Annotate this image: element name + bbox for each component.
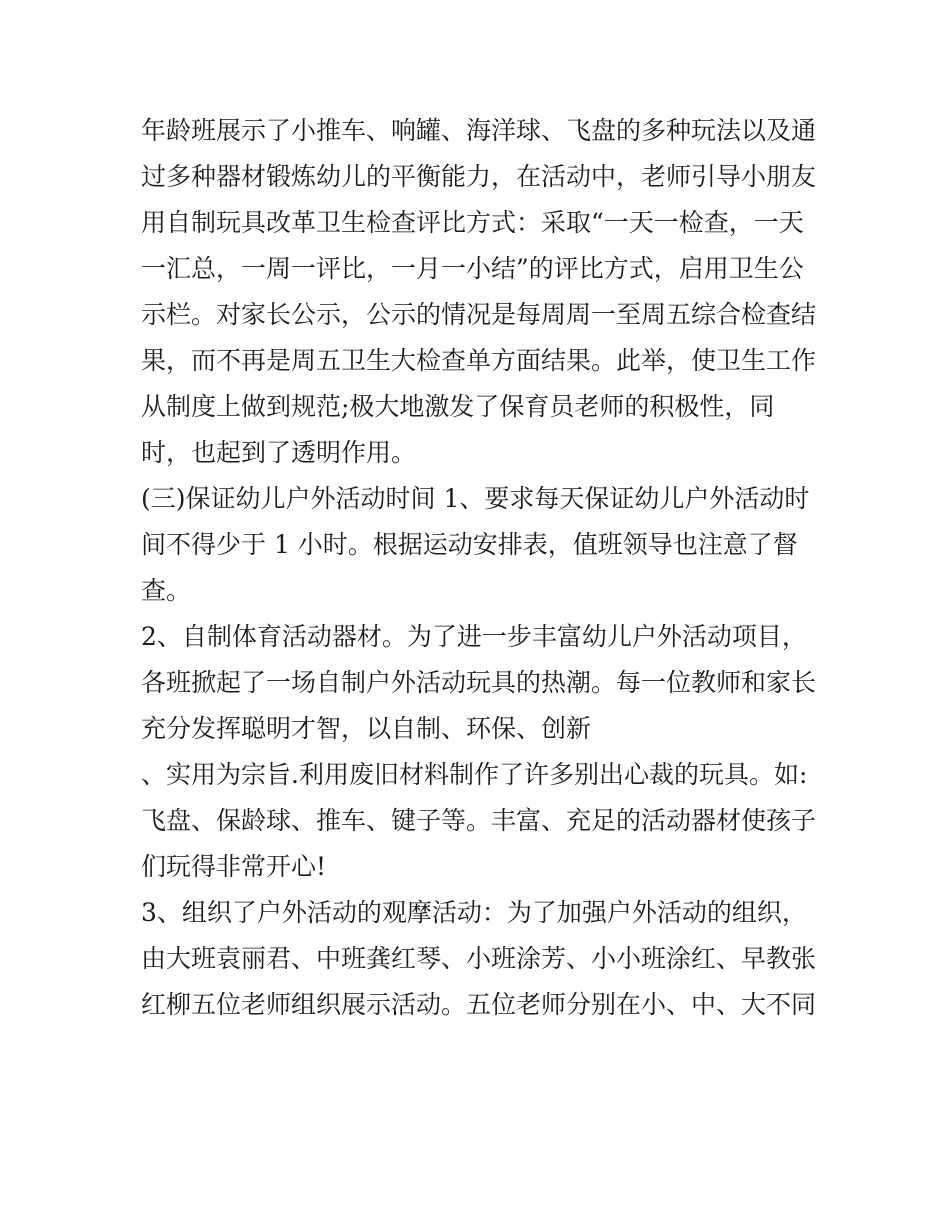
- text-line: 飞盘、保龄球、推车、键子等。丰富、充足的活动器材使孩子: [141, 806, 817, 835]
- text-line: 一汇总，一周一评比，一月一小结”的评比方式，启用卫生公: [141, 254, 804, 283]
- text-line: 年龄班展示了小推车、响罐、海洋球、飞盘的多种玩法以及通: [141, 116, 817, 145]
- document-body: [141, 108, 821, 1028]
- text-line: 红柳五位老师组织展示活动。五位老师分别在小、中、大不同: [141, 990, 817, 1019]
- numbered-item-2-line: 2、自制体育活动器材。为了进一步丰富幼儿户外活动项目，: [141, 622, 807, 651]
- text-line: 查。: [141, 576, 192, 605]
- text-line: 从制度上做到规范;极大地激发了保育员老师的积极性，同: [141, 392, 775, 421]
- text-line: 间不得少于 1 小时。根据运动安排表，值班领导也注意了督: [141, 530, 798, 559]
- text-line: 果，而不再是周五卫生大检查单方面结果。此举，使卫生工作: [141, 346, 817, 375]
- text-line: 充分发挥聪明才智，以自制、环保、创新: [141, 714, 592, 743]
- text-line: 时，也起到了透明作用。: [141, 438, 417, 467]
- section-heading-line: (三)保证幼儿户外活动时间 1、要求每天保证幼儿户外活动时: [141, 484, 810, 513]
- text-line: 、实用为宗旨.利用废旧材料制作了许多别出心裁的玩具。如:: [141, 760, 808, 789]
- text-line: 们玩得非常开心!: [141, 852, 327, 881]
- text-line: 用自制玩具改革卫生检查评比方式：采取“一天一检查，一天: [141, 208, 804, 237]
- text-line: 由大班袁丽君、中班龚红琴、小班涂芳、小小班涂红、早教张: [141, 944, 817, 973]
- numbered-item-3-line: 3、组织了户外活动的观摩活动：为了加强户外活动的组织，: [141, 898, 807, 927]
- text-line: 各班掀起了一场自制户外活动玩具的热潮。每一位教师和家长: [141, 668, 817, 697]
- text-line: 示栏。对家长公示，公示的情况是每周周一至周五综合检查结: [141, 300, 817, 329]
- text-line: 过多种器材锻炼幼儿的平衡能力，在活动中，老师引导小朋友: [141, 162, 817, 191]
